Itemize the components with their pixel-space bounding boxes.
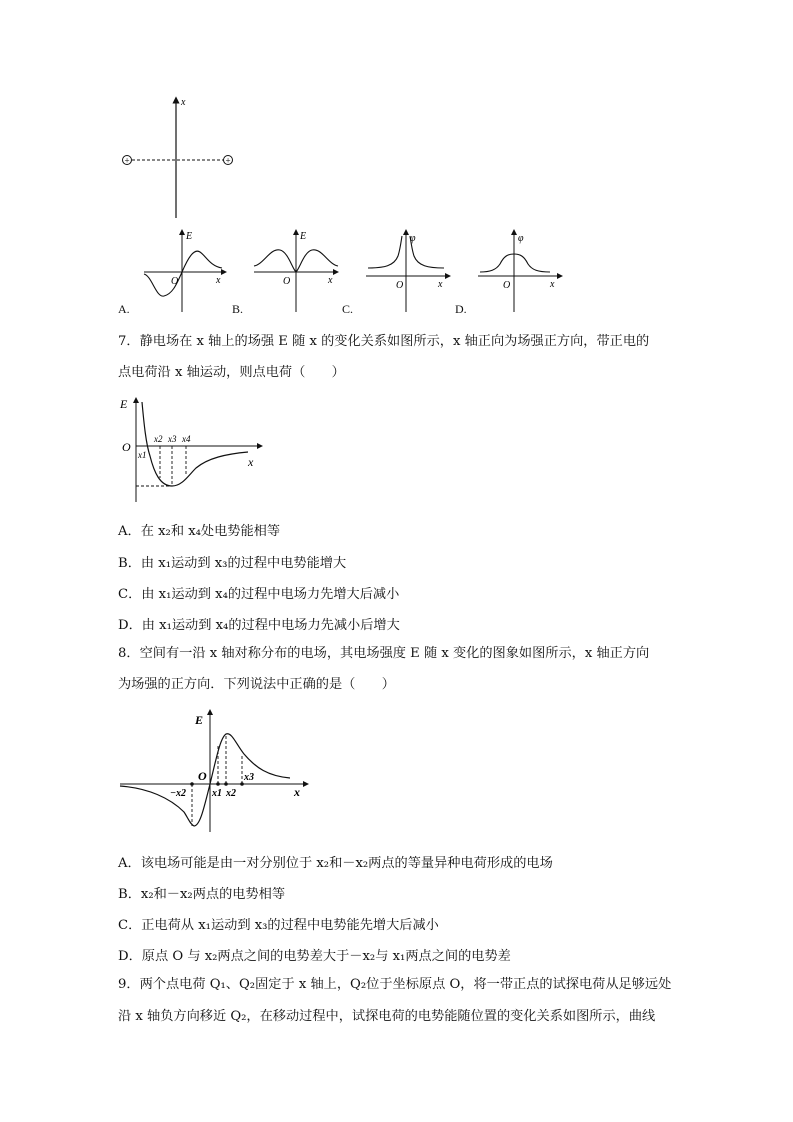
q7-option-c[interactable]: C．由 x₁运动到 x₄的过程中电场力先增大后减小	[118, 587, 400, 602]
q9-stem-line1: 9．两个点电荷 Q₁、Q₂固定于 x 轴上，Q₂位于坐标原点 O，将一带正点的试探电荷从足够远处	[118, 977, 672, 992]
svg-text:E: E	[300, 231, 307, 242]
svg-text:x: x	[248, 455, 254, 469]
svg-text:O: O	[122, 440, 131, 454]
svg-text:φ: φ	[518, 233, 524, 244]
q8-stem-line1: 8．空间有一沿 x 轴对称分布的电场，其电场强度 E 随 x 变化的图象如图所示，x 轴正方向	[118, 646, 650, 661]
q8-option-b[interactable]: B．x₂和－x₂两点的电势相等	[118, 887, 286, 902]
svg-text:x: x	[294, 785, 300, 799]
svg-text:x4: x4	[182, 434, 191, 444]
q7-option-d[interactable]: D．由 x₁运动到 x₄的过程中电场力先减小后增大	[118, 618, 400, 633]
q9-stem-line2: 沿 x 轴负方向移近 Q₂，在移动过程中，试探电荷的电势能随位置的变化关系如图所示，曲线	[118, 1009, 656, 1024]
svg-text:O: O	[396, 280, 404, 291]
option-d-curve	[480, 254, 550, 272]
left-charge-sign: +	[124, 155, 130, 166]
option-d-letter: D.	[455, 302, 467, 316]
svg-text:x: x	[550, 279, 555, 290]
q7-option-b[interactable]: B．由 x₁运动到 x₃的过程中电势能增大	[118, 556, 347, 571]
option-c-graph	[362, 228, 454, 316]
option-c-curve-left	[368, 236, 402, 268]
svg-text:O: O	[283, 276, 291, 287]
svg-text:O: O	[503, 280, 511, 291]
svg-text:x3: x3	[244, 772, 254, 783]
axis-label-x: x	[181, 97, 186, 108]
svg-text:O: O	[198, 769, 207, 783]
option-c-letter: C.	[342, 302, 354, 316]
q8-option-a[interactable]: A．该电场可能是由一对分别位于 x₂和－x₂两点的等量异种电荷形成的电场	[118, 856, 553, 871]
svg-text:x: x	[328, 275, 333, 286]
svg-text:E: E	[120, 397, 128, 411]
svg-text:E: E	[195, 713, 204, 727]
q7-stem-line1: 7．静电场在 x 轴上的场强 E 随 x 的变化关系如图所示，x 轴正向为场强正方向，带正电的	[118, 334, 650, 349]
q8-option-c[interactable]: C．正电荷从 x₁运动到 x₃的过程中电势能先增大后减小	[118, 918, 439, 933]
option-b-graph	[250, 228, 342, 316]
option-a-graph	[138, 228, 230, 316]
svg-text:x2: x2	[154, 434, 163, 444]
q7-curve	[142, 402, 248, 486]
q8-stem-line2: 为场强的正方向．下列说法中正确的是（ ）	[118, 677, 395, 692]
svg-text:x2: x2	[226, 788, 236, 799]
svg-text:O: O	[171, 276, 179, 287]
svg-text:E: E	[186, 231, 193, 242]
right-charge-sign: +	[225, 155, 231, 166]
svg-text:φ: φ	[410, 233, 416, 244]
svg-text:−x2: −x2	[170, 788, 187, 799]
svg-text:x: x	[438, 279, 443, 290]
svg-text:x1: x1	[138, 450, 147, 460]
q7-e-x-graph	[116, 394, 266, 506]
q7-option-a[interactable]: A．在 x₂和 x₄处电势能相等	[118, 524, 281, 539]
option-a-curve	[144, 251, 222, 296]
option-b-letter: B.	[232, 302, 244, 316]
option-a-letter: A.	[118, 302, 130, 316]
q8-e-x-graph	[118, 708, 310, 836]
svg-text:x3: x3	[168, 434, 177, 444]
top-charge-figure	[110, 92, 250, 222]
svg-text:x1: x1	[212, 788, 222, 799]
option-d-graph	[474, 228, 566, 316]
q8-option-d[interactable]: D．原点 O 与 x₂两点之间的电势差大于－x₂与 x₁两点之间的电势差	[118, 949, 511, 964]
q7-stem-line2: 点电荷沿 x 轴运动，则点电荷（ ）	[118, 365, 345, 380]
svg-text:x: x	[216, 275, 221, 286]
